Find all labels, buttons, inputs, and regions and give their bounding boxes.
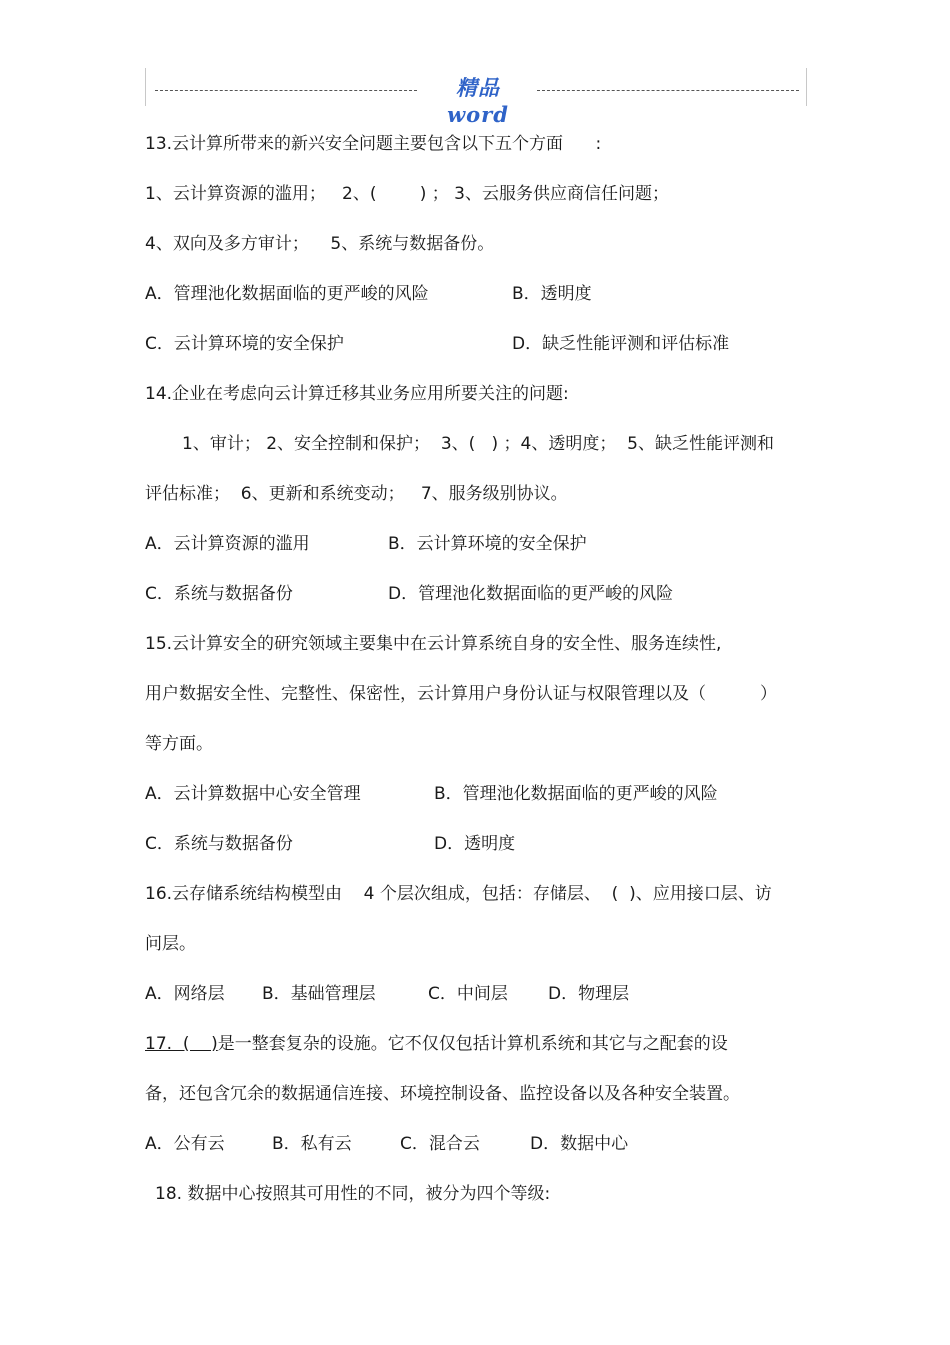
page-header [145, 68, 807, 127]
question-17-option-d: D．数据中心 [530, 1134, 629, 1154]
question-16-option-b: B．基础管理层 [262, 984, 376, 1004]
question-15-option-d: D．透明度 [434, 834, 516, 854]
header-dash-right [537, 90, 799, 91]
question-17-title-text: 是一整套复杂的设施。它不仅仅包括计算机系统和其它与之配套的设 [217, 1034, 728, 1054]
question-17-option-a: A．公有云 [145, 1134, 225, 1154]
question-13-line-2: 4、双向及多方审计； 5、系统与数据备份。 [145, 234, 495, 254]
question-18-title: 18. 数据中心按照其可用性的不同，被分为四个等级: [155, 1184, 551, 1204]
question-13-option-c: C．云计算环境的安全保护 [145, 334, 344, 354]
question-17-title [145, 1033, 728, 1055]
question-13-title: 13.云计算所带来的新兴安全问题主要包含以下五个方面 : [145, 134, 602, 154]
question-16-option-c: C．中间层 [428, 984, 508, 1004]
header-logo: 精品 word [447, 75, 509, 127]
header-right-border [806, 68, 807, 106]
question-13-option-b: B．透明度 [512, 284, 592, 304]
question-13-line-1: 1、云计算资源的滥用； 2、( ) ； 3、云服务供应商信任问题； [145, 184, 669, 204]
header-dash-left [155, 90, 417, 91]
question-16-option-d: D．物理层 [548, 984, 630, 1004]
header-left-border [145, 68, 146, 106]
question-14-option-a: A．云计算资源的滥用 [145, 534, 310, 554]
question-15-title: 15.云计算安全的研究领域主要集中在云计算系统自身的安全性、服务连续性, [145, 634, 722, 654]
question-14-line-2: 评估标准； 6、更新和系统变动； 7、服务级别协议。 [145, 484, 568, 504]
question-15-line-1: 用户数据安全性、完整性、保密性，云计算用户身份认证与权限管理以及（ ） [145, 684, 778, 704]
question-14-option-c: C．系统与数据备份 [145, 584, 293, 604]
question-15-option-a: A．云计算数据中心安全管理 [145, 784, 361, 804]
question-14-option-d: D．管理池化数据面临的更严峻的风险 [388, 584, 674, 604]
question-15-line-2: 等方面。 [145, 734, 213, 754]
question-17-line-1: 备，还包含冗余的数据通信连接、环境控制设备、监控设备以及各种安全装置。 [145, 1084, 740, 1104]
question-17-option-b: B．私有云 [272, 1134, 352, 1154]
question-16-line-1: 问层。 [145, 934, 196, 954]
question-14-title: 14.企业在考虑向云计算迁移其业务应用所要关注的问题: [145, 384, 569, 404]
question-14-option-b: B．云计算环境的安全保护 [388, 534, 587, 554]
question-15-option-c: C．系统与数据备份 [145, 834, 293, 854]
question-14-line-1: 1、审计； 2、安全控制和保护； 3、( ) ；4、透明度； 5、缺乏性能评测和 [182, 434, 774, 454]
question-13-option-a: A．管理池化数据面临的更严峻的风险 [145, 284, 429, 304]
question-16-title: 16.云存储系统结构模型由 4 个层次组成，包括：存储层、 ( )、应用接口层、访 [145, 884, 772, 904]
question-17-number-blank: 17. ( ) [145, 1034, 218, 1054]
question-15-option-b: B．管理池化数据面临的更严峻的风险 [434, 784, 718, 804]
question-13-option-d: D．缺乏性能评测和评估标准 [512, 334, 730, 354]
question-16-option-a: A．网络层 [145, 984, 225, 1004]
question-17-option-c: C．混合云 [400, 1134, 480, 1154]
